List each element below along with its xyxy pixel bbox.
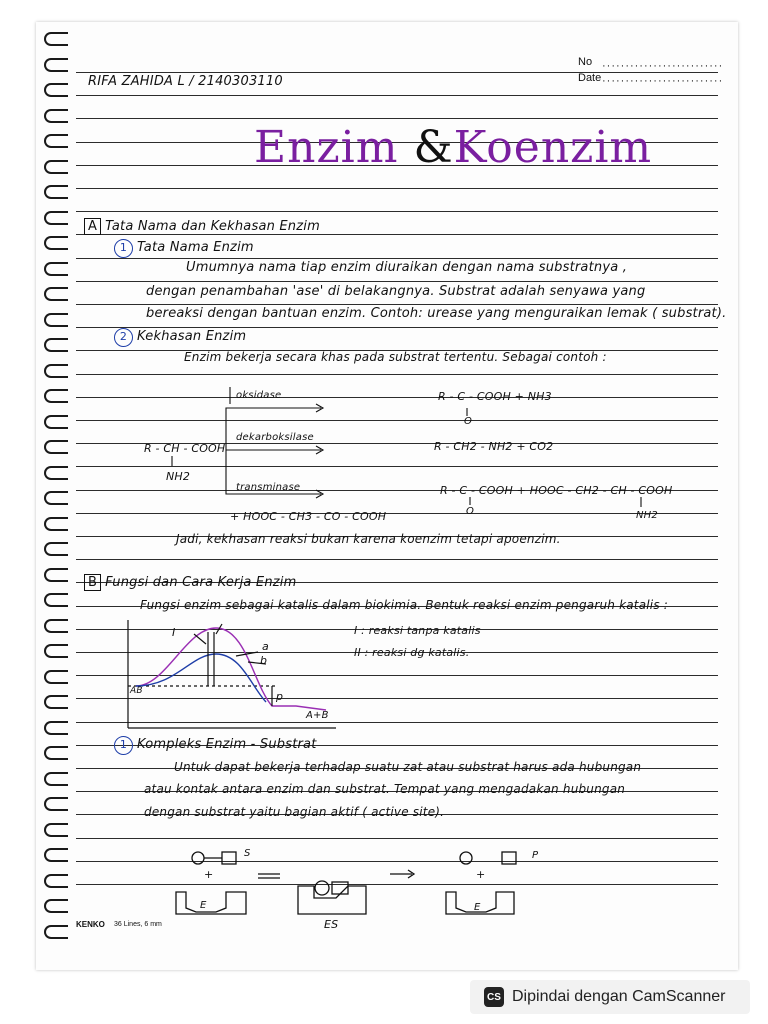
no-dots: ·························· [602, 60, 724, 72]
date-label: Date [578, 72, 602, 84]
text-line: Umumnya nama tiap enzim diuraikan dengan nama substratnya , [186, 260, 628, 275]
camscanner-watermark [470, 980, 750, 1014]
text-line: dengan substrat yaitu bagian aktif ( active site). [144, 805, 445, 819]
product-1-sub: O [464, 416, 473, 427]
camscanner-icon: CS [484, 987, 504, 1007]
text-line: dengan penambahan 'ase' di belakangnya. Substrat adalah senyawa yang [146, 284, 646, 299]
date-dots: ·························· [602, 75, 724, 87]
section-a-marker: A [84, 218, 101, 235]
diagram-label-s: S [244, 848, 251, 859]
enzyme-substrate-diagram [36, 22, 738, 970]
diagram-label-es: ES [324, 918, 339, 931]
diagram-label-p: P [532, 850, 539, 861]
section-b-heading: B Fungsi dan Cara Kerja Enzim [84, 574, 296, 591]
sub-heading-kekhasan: 2 Kekhasan Enzim [114, 328, 246, 347]
title-amp: & [413, 122, 454, 173]
product-3: R - C - COOH + HOOC - CH2 - CH - COOH [440, 484, 673, 497]
title-part1: Enzim [254, 122, 399, 173]
section-b-marker: B [84, 574, 101, 591]
conclusion: Jadi, kekhasan reaksi bukan karena koenzim tetapi apoenzim. [176, 532, 561, 546]
graph-label-a: a [262, 640, 269, 653]
watermark-text: Dipindai dengan CamScanner [512, 988, 726, 1005]
graph-label-i: I [172, 626, 176, 639]
arrow-label-oksidase: oksidase [236, 390, 282, 401]
graph-label-ab: AB [130, 686, 143, 696]
title-part2: Koenzim [453, 122, 653, 173]
text-line: Enzim bekerja secara khas pada substrat tertentu. Sebagai contoh : [184, 350, 607, 364]
sub-heading-kompleks: 1 Kompleks Enzim - Substrat [114, 736, 317, 755]
diagram-label-e1: E [200, 900, 207, 911]
legend-catalyzed: II : reaksi dg katalis. [354, 646, 470, 659]
sub-heading-tata-nama: 1 Tata Nama Enzim [114, 239, 254, 258]
brand-spec: 36 Lines, 6 mm [114, 921, 162, 928]
reactant-sub: NH2 [166, 470, 191, 483]
diagram-label-e2: E [474, 902, 481, 913]
diagram-plus-1: + [204, 868, 214, 881]
text-line: atau kontak antara enzim dan substrat. Tempat yang mengadakan hubungan [144, 782, 626, 796]
author-name: RIFA ZAHIDA L / 2140303110 [88, 74, 283, 89]
diagram-plus-2: + [476, 868, 486, 881]
product-3-sub1: O [466, 506, 475, 517]
reactant: R - CH - COOH [144, 442, 226, 455]
no-label: No [578, 56, 593, 68]
text-line: Untuk dapat bekerja terhadap suatu zat atau substrat harus ada hubungan [174, 760, 642, 774]
graph-label-b: b [260, 654, 268, 667]
graph-label-product: A+B [306, 710, 329, 721]
text-line: bereaksi dengan bantuan enzim. Contoh: urease yang menguraikan lemak ( substrat). [146, 306, 727, 321]
graph-label-p: p [276, 690, 284, 703]
reagent-3: + HOOC - CH3 - CO - COOH [230, 510, 387, 523]
brand-logo: KENKO [76, 920, 105, 929]
arrow-label-transminase: transminase [236, 482, 301, 493]
product-2: R - CH2 - NH2 + CO2 [434, 440, 554, 453]
notebook-page [36, 22, 738, 970]
section-a-heading: A Tata Nama dan Kekhasan Enzim [84, 218, 320, 235]
legend-uncatalyzed: I : reaksi tanpa katalis [354, 624, 481, 637]
product-1: R - C - COOH + NH3 [438, 390, 552, 403]
text-line: Fungsi enzim sebagai katalis dalam biokimia. Bentuk reaksi enzim pengaruh katalis : [140, 598, 669, 612]
arrow-label-dekarboksilase: dekarboksilase [236, 432, 314, 443]
product-3-sub2: NH2 [636, 510, 658, 521]
